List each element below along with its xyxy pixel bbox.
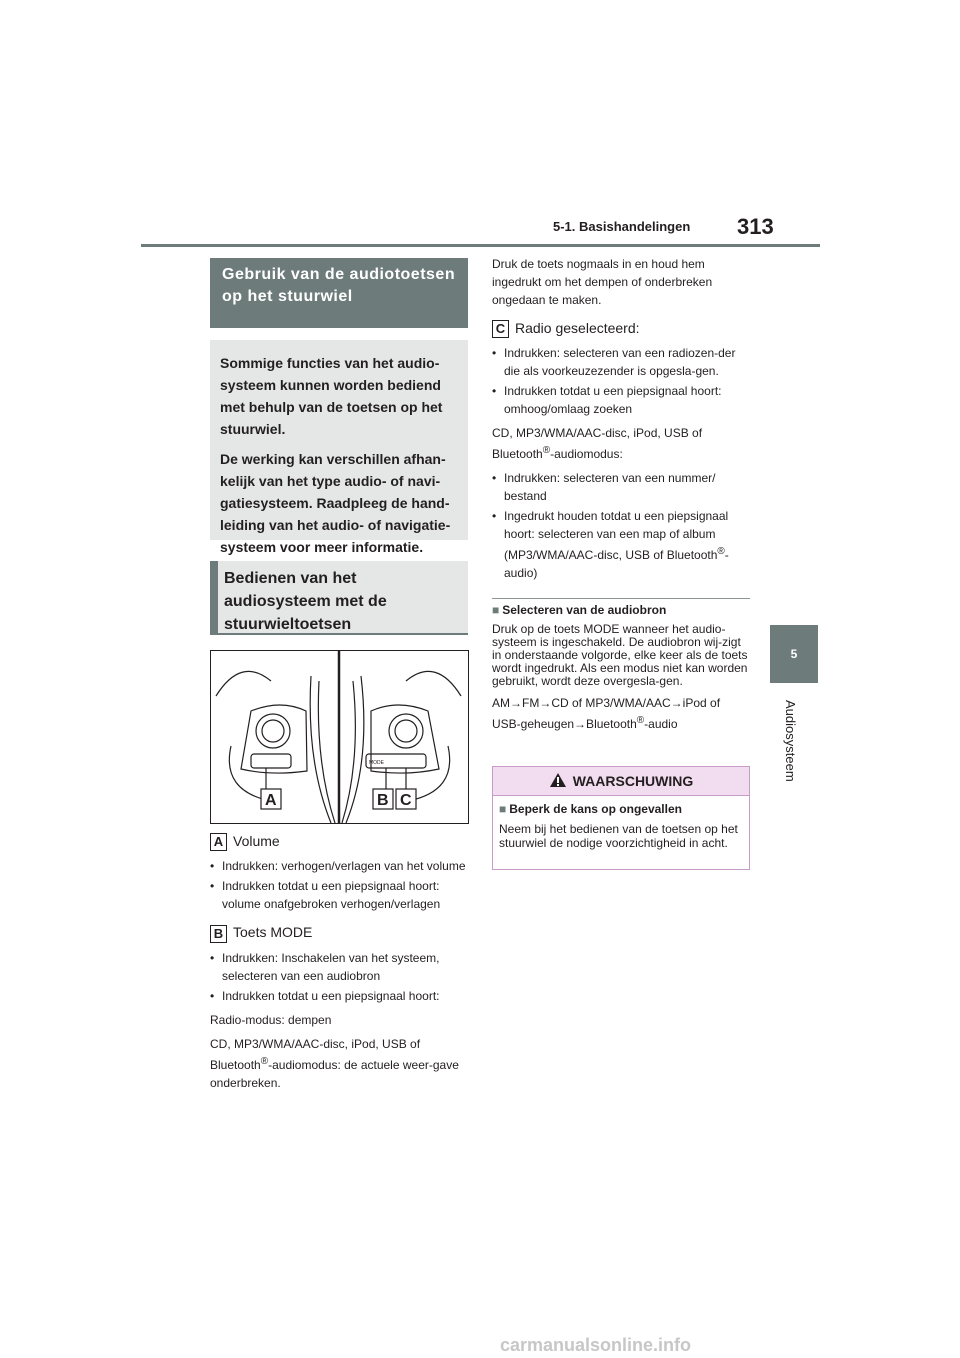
warning-title: WAARSCHUWING — [572, 773, 694, 789]
intro-paragraph-1: Sommige functies van het audio-systeem kunnen worden bediend met behulp van de toetsen op het stuurwiel. — [220, 355, 443, 437]
chapter-tab-number: 5 — [770, 625, 818, 683]
item-b-title: Toets MODE — [233, 924, 313, 941]
item-b-bullet-2: • Indrukken totdat u een piepsignaal hoort: — [210, 987, 468, 1005]
subsection-title-box — [210, 561, 468, 635]
header-rule — [141, 244, 820, 247]
item-a-list — [210, 857, 468, 913]
item-c-list — [492, 344, 750, 418]
item-a-bullet-1: • Indrukken: verhogen/verlagen van het volume — [210, 857, 468, 875]
steering-wheel-illustration — [211, 651, 468, 823]
left-column-body — [210, 832, 468, 1098]
item-a-bullet-2: • Indrukken totdat u een piepsignaal hoort: volume onafgebroken verhogen/verlagen — [210, 877, 468, 913]
audio-source-section — [492, 604, 750, 739]
registered-mark: ® — [717, 546, 725, 558]
item-b-cd-text-a: CD, MP3/WMA/AAC-disc, iPod, USB of Bluetooth — [210, 1036, 421, 1072]
warning-box — [492, 766, 750, 870]
item-b-cd-text-b: -audiomodus: de actuele weer-gave onderbreken. — [210, 1057, 459, 1090]
audio-source-sequence-a: AM→FM→CD of MP3/WMA/AAC→iPod of USB-geheugen→Bluetooth — [492, 696, 721, 731]
cd-bullet-2-a: Ingedrukt houden totdat u een piepsignaal hoort: selecteren van een map of album (MP3/WMA/AAC-disc, USB of Bluetooth — [504, 509, 729, 563]
subsection-title: Bedienen van het audiosysteem met de stuurwieltoetsen — [224, 570, 387, 633]
item-b-list — [210, 949, 468, 1005]
warning-subtitle: ■ Beperk de kans op ongevallen — [499, 802, 743, 816]
page-number: 313 — [737, 214, 774, 239]
item-b-radio-text: Radio-modus: dempen — [210, 1012, 332, 1027]
right-column-body — [492, 255, 750, 588]
item-b-bullet-1: • Indrukken: Inschakelen van het systeem, selecteren van een audiobron — [210, 949, 468, 985]
figure-label-a: A — [265, 792, 277, 809]
warning-header — [493, 767, 749, 796]
figure-label-b: B — [377, 792, 389, 809]
cd-mode-text-a: CD, MP3/WMA/AAC-disc, iPod, USB of Bluetooth — [492, 426, 703, 462]
cd-bullet-2-b: -audio) — [504, 548, 729, 581]
cd-mode-text — [492, 424, 750, 463]
item-label-b: B — [210, 925, 227, 943]
item-c-bullet-1: • Indrukken: selecteren van een radiozen-der die als voorkeuzezender is opgesla-gen. — [492, 344, 750, 380]
registered-mark: ® — [542, 445, 551, 457]
audio-source-sequence — [492, 694, 750, 733]
warning-body — [493, 796, 749, 862]
item-label-c: C — [492, 320, 509, 338]
watermark: carmanualsonline.info — [500, 1335, 692, 1355]
registered-mark: ® — [260, 1055, 269, 1067]
section-title: Gebruik van de audiotoetsen op het stuurwiel — [222, 266, 456, 305]
section-separator — [492, 598, 750, 599]
item-c-bullet-2: • Indrukken totdat u een piepsignaal hoort: omhoog/omlaag zoeken — [492, 382, 750, 418]
audio-source-sequence-b: -audio — [644, 717, 678, 731]
registered-mark: ® — [636, 715, 645, 726]
item-c-title: Radio geselecteerd: — [515, 320, 640, 336]
cd-bullet-1: • Indrukken: selecteren van een nummer/ bestand — [492, 469, 750, 505]
unmute-text: Druk de toets nogmaals in en houd hem ingedrukt om het dempen of onderbreken ongedaan te maken. — [492, 257, 713, 307]
section-header: 5-1. Basishandelingen — [553, 219, 691, 234]
item-label-a: A — [210, 833, 227, 851]
audio-source-text: Druk op de toets MODE wanneer het audio-systeem is ingeschakeld. De audiobron wij-zigt in onderstaande volgorde, elke keer als de toets wordt ingedrukt. Als een modus niet kan worden gebruikt, wordt deze overgesla-gen. — [492, 622, 748, 688]
figure-mode-text: MODE — [369, 760, 384, 766]
cd-mode-list — [492, 469, 750, 582]
item-b-cd-text — [210, 1035, 468, 1092]
warning-text: Neem bij het bedienen van de toetsen op het stuurwiel de nodige voorzichtigheid in acht. — [499, 822, 738, 850]
cd-mode-text-b: -audiomodus: — [550, 447, 623, 462]
audio-source-title: ■ Selecteren van de audiobron — [492, 604, 750, 617]
chapter-tab-label: Audiosysteem — [783, 700, 798, 782]
steering-wheel-figure — [210, 650, 469, 824]
cd-bullet-2 — [492, 507, 750, 582]
warning-triangle-icon — [549, 772, 567, 788]
section-title-box — [210, 258, 468, 328]
item-a-title: Volume — [233, 833, 280, 849]
intro-box — [210, 340, 468, 555]
intro-paragraph-2: De werking kan verschillen afhan-kelijk van het type audio- of navi-gatiesysteem. Raadpleeg de hand-leiding van het audio- of navigatie-systeem voor meer informatie. — [220, 451, 451, 555]
figure-label-c: C — [400, 792, 412, 809]
